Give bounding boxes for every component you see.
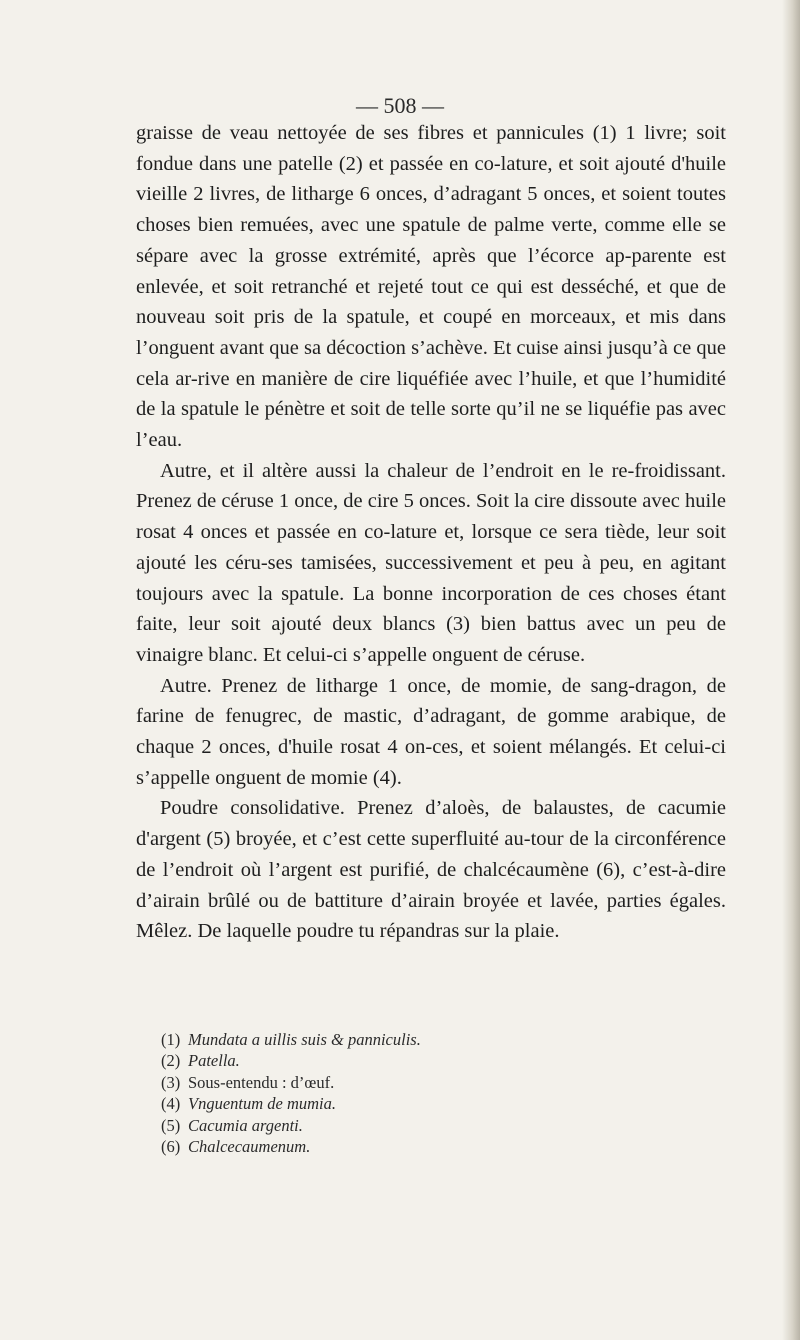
footnote-2 xyxy=(161,1050,721,1071)
footnote-text: Sous-entendu : d’œuf. xyxy=(188,1072,335,1092)
paragraph-continuation: graisse de veau nettoyée de ses fibres et pannicules (1) 1 livre; soit fondue dans une patelle (2) et passée en co-lature, et soit ajouté d'huile vieille 2 livres, de litharge 6 onces, d’adragant 5 onces, et soient toutes choses bien remuées, avec une spatule de palme verte, comme elle se sépare avec la grosse extrémité, après que l’écorce ap-parente est enlevée, et soit retranché et rejeté tout ce qui est desséché, et que de nouveau soit pris de la spatule, et coupé en morceaux, et mis dans l’onguent avant que sa décoction s’achève. Et cuise ainsi jusqu’à ce que cela ar-rive en manière de cire liquéfiée avec l’huile, et que l’humidité de la spatule le pénètre et soit de telle sorte qu’il ne se liquéfie pas avec l’eau. xyxy=(136,122,726,452)
paragraph-poudre-consolidative: Poudre consolidative. Prenez d’aloès, de balaustes, de cacumie d'argent (5) broyée, et c’est cette superfluité au-tour de la circonférence de l’endroit où l’argent est purifié, de chalcécaumène (6), c’est-à-dire d’airain brûlé ou de battiture d’airain broyée et lavée, parties égales. Mêlez. De laquelle poudre tu répandras sur la plaie. xyxy=(136,797,726,943)
footnote-number: (3) xyxy=(161,1072,181,1092)
footnote-3 xyxy=(161,1072,721,1093)
footnote-text: Chalcecaumenum. xyxy=(188,1137,311,1157)
footnote-1 xyxy=(161,1029,721,1050)
footnote-number: (2) xyxy=(161,1051,181,1071)
page-edge-shadow xyxy=(782,0,800,1340)
footnote-number: (1) xyxy=(161,1030,181,1049)
footnote-number: (5) xyxy=(161,1115,181,1135)
paragraph-onguent-de-ceruse: Autre, et il altère aussi la chaleur de l’endroit en le re-froidissant. Prenez de céruse 1 once, de cire 5 onces. Soit la cire dissoute avec huile rosat 4 onces et passée en co-lature et, lorsque ce sera tiède, leur soit ajouté les céru-ses tamisées, successivement et peu à peu, en agitant toujours avec la spatule. La bonne incorporation de ces choses étant faite, leur soit ajouté deux blancs (3) bien battus avec un peu de vinaigre blanc. Et celui-ci s’appelle onguent de céruse. xyxy=(136,459,726,666)
footnote-text: Mundata a uillis suis & panniculis. xyxy=(188,1030,421,1049)
page-number: — 508 — xyxy=(356,93,444,118)
footnote-text: Vnguentum de mumia. xyxy=(188,1094,337,1114)
footnotes xyxy=(161,1029,721,1157)
footnote-6 xyxy=(161,1136,721,1157)
footnote-4 xyxy=(161,1093,721,1114)
footnote-text: Patella. xyxy=(188,1051,240,1071)
footnote-number: (6) xyxy=(161,1137,181,1157)
paragraph-onguent-de-momie: Autre. Prenez de litharge 1 once, de momie, de sang-dragon, de farine de fenugrec, de mastic, d’adragant, de gomme arabique, de chaque 2 onces, d'huile rosat 4 on-ces, et soient mélangés. Et celui-ci s’appelle onguent de momie (4). xyxy=(136,674,726,789)
footnote-text: Cacumia argenti. xyxy=(188,1115,303,1135)
footnote-number: (4) xyxy=(161,1094,181,1114)
footnote-5 xyxy=(161,1115,721,1136)
main-text xyxy=(136,118,726,947)
